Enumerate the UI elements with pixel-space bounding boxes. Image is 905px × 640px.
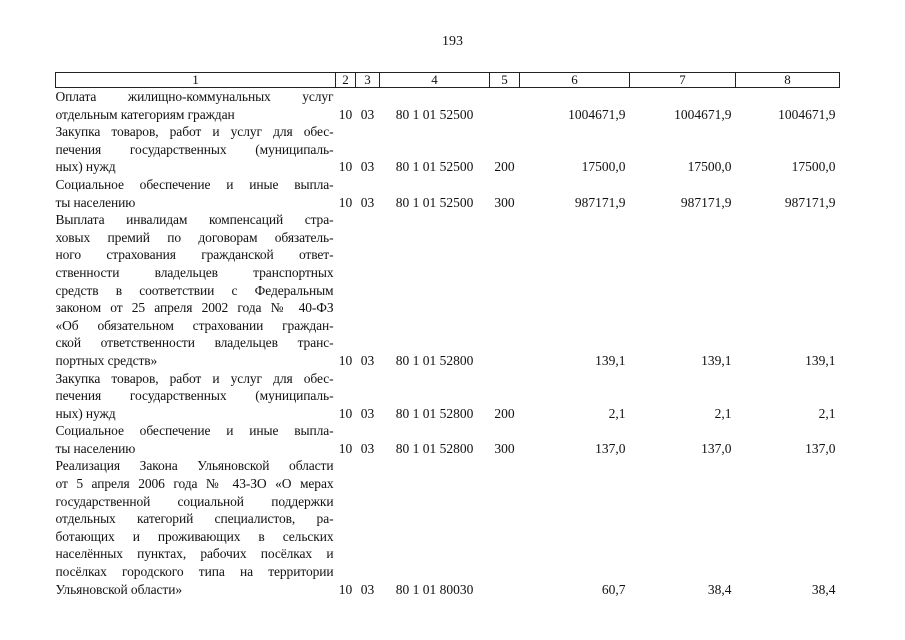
amount-col-8: 987171,9 [784,194,836,210]
row-name-line: Реализация Закона Ульяновской области [55,458,334,474]
expense-type-code: 300 [494,194,515,210]
amount-col-7: 137,0 [701,440,732,456]
row-name-line: ты населению [55,194,136,210]
amount-col-7: 987171,9 [680,194,732,210]
row-name-line: ных) нужд [55,159,116,175]
amount-col-8: 139,1 [805,352,836,368]
table-row [56,123,840,176]
row-name-line: Ульяновской области» [55,581,183,597]
table-row [56,176,840,211]
section-code: 10 [338,194,353,210]
amount-col-6: 60,7 [601,581,626,597]
table-row [56,88,840,124]
row-name-line: ботающих и проживающих в сельских [55,528,334,544]
page-number: 193 [442,34,463,49]
header-cell: 5 [490,73,520,88]
subsection-code: 03 [360,159,375,175]
row-name [56,123,336,176]
amount-col-6: 137,0 [595,440,626,456]
row-name-line: ской ответственности владельцев транс- [55,335,334,351]
expense-type-code: 200 [494,405,515,421]
header-cell: 4 [380,73,490,88]
subsection-code: 03 [360,581,375,597]
row-name-line: от 5 апреля 2006 года № 43-ЗО «О мерах [55,476,334,492]
row-name-line: законом от 25 апреля 2002 года № 40-ФЗ [55,300,334,316]
row-name-line: Закупка товаров, работ и услуг для обес- [55,124,334,140]
row-name-line: Закупка товаров, работ и услуг для обес- [55,370,334,386]
target-article-code: 80 1 01 80030 [395,581,474,597]
row-name-line: печения государственных (муниципаль- [55,141,334,157]
header-cell: 1 [56,73,336,88]
row-name-line: посёлках городского типа на территории [55,564,334,580]
expense-type-code [490,88,520,124]
row-name [56,422,336,457]
target-article-code: 80 1 01 52500 [395,106,474,122]
target-article-code: 80 1 01 52800 [395,352,474,368]
row-name-line: «Об обязательном страховании граждан- [55,317,334,333]
amount-col-8: 17500,0 [791,159,836,175]
row-name-line: государственной социальной поддержки [55,493,334,509]
table-row [56,370,840,423]
row-name-line: Оплата жилищно-коммунальных услуг [55,89,334,104]
table-row [56,422,840,457]
header-cell: 3 [356,73,380,88]
expense-type-code: 300 [494,440,515,456]
row-name-line: портных средств» [55,352,158,368]
section-code: 10 [338,440,353,456]
row-name-line: ты населению [55,440,136,456]
amount-col-8: 38,4 [811,581,836,597]
row-name-line: отдельным категориям граждан [55,106,235,122]
amount-col-8: 1004671,9 [778,106,836,122]
amount-col-7: 139,1 [701,352,732,368]
amount-col-6: 139,1 [595,352,626,368]
amount-col-7: 17500,0 [687,159,732,175]
section-code: 10 [338,159,353,175]
row-name [56,211,336,369]
expense-type-code: 200 [494,159,515,175]
amount-col-6: 987171,9 [574,194,626,210]
target-article-code: 80 1 01 52500 [395,159,474,175]
row-name-line: Социальное обеспечение и иные выпла- [55,423,334,439]
row-name [56,176,336,211]
subsection-code: 03 [360,405,375,421]
row-name [56,88,336,124]
expense-type-code [490,457,520,598]
row-name-line: ственности владельцев транспортных [55,264,334,280]
target-article-code: 80 1 01 52800 [395,405,474,421]
row-name-line: ного страхования гражданской ответ- [55,247,334,263]
row-name-line: печения государственных (муниципаль- [55,388,334,404]
amount-col-8: 2,1 [818,405,836,421]
subsection-code: 03 [360,352,375,368]
row-name-line: Социальное обеспечение и иные выпла- [55,176,334,192]
row-name [56,370,336,423]
section-code: 10 [338,405,353,421]
header-cell: 7 [630,73,736,88]
row-name-line: населённых пунктах, рабочих посёлках и [55,546,334,562]
row-name-line: Выплата инвалидам компенсаций стра- [55,212,334,228]
row-name-line: средств в соответствии с Федеральным [55,282,334,298]
header-cell: 2 [336,73,356,88]
subsection-code: 03 [360,440,375,456]
row-name [56,457,336,598]
budget-table [55,72,840,598]
target-article-code: 80 1 01 52500 [395,194,474,210]
amount-col-6: 17500,0 [581,159,626,175]
amount-col-7: 1004671,9 [674,106,732,122]
row-name-line: отдельных категорий специалистов, ра- [55,511,334,527]
subsection-code: 03 [360,106,375,122]
amount-col-6: 2,1 [608,405,626,421]
subsection-code: 03 [360,194,375,210]
row-name-line: ховых премий по договорам обязатель- [55,229,334,245]
header-row [56,73,840,88]
amount-col-6: 1004671,9 [568,106,626,122]
amount-col-7: 2,1 [714,405,732,421]
amount-col-7: 38,4 [707,581,732,597]
section-code: 10 [338,352,353,368]
table-row [56,211,840,369]
row-name-line: ных) нужд [55,405,116,421]
section-code: 10 [338,581,353,597]
expense-type-code [490,211,520,369]
header-cell: 8 [736,73,840,88]
target-article-code: 80 1 01 52800 [395,440,474,456]
table-row [56,457,840,598]
section-code: 10 [338,106,353,122]
header-cell: 6 [520,73,630,88]
amount-col-8: 137,0 [805,440,836,456]
